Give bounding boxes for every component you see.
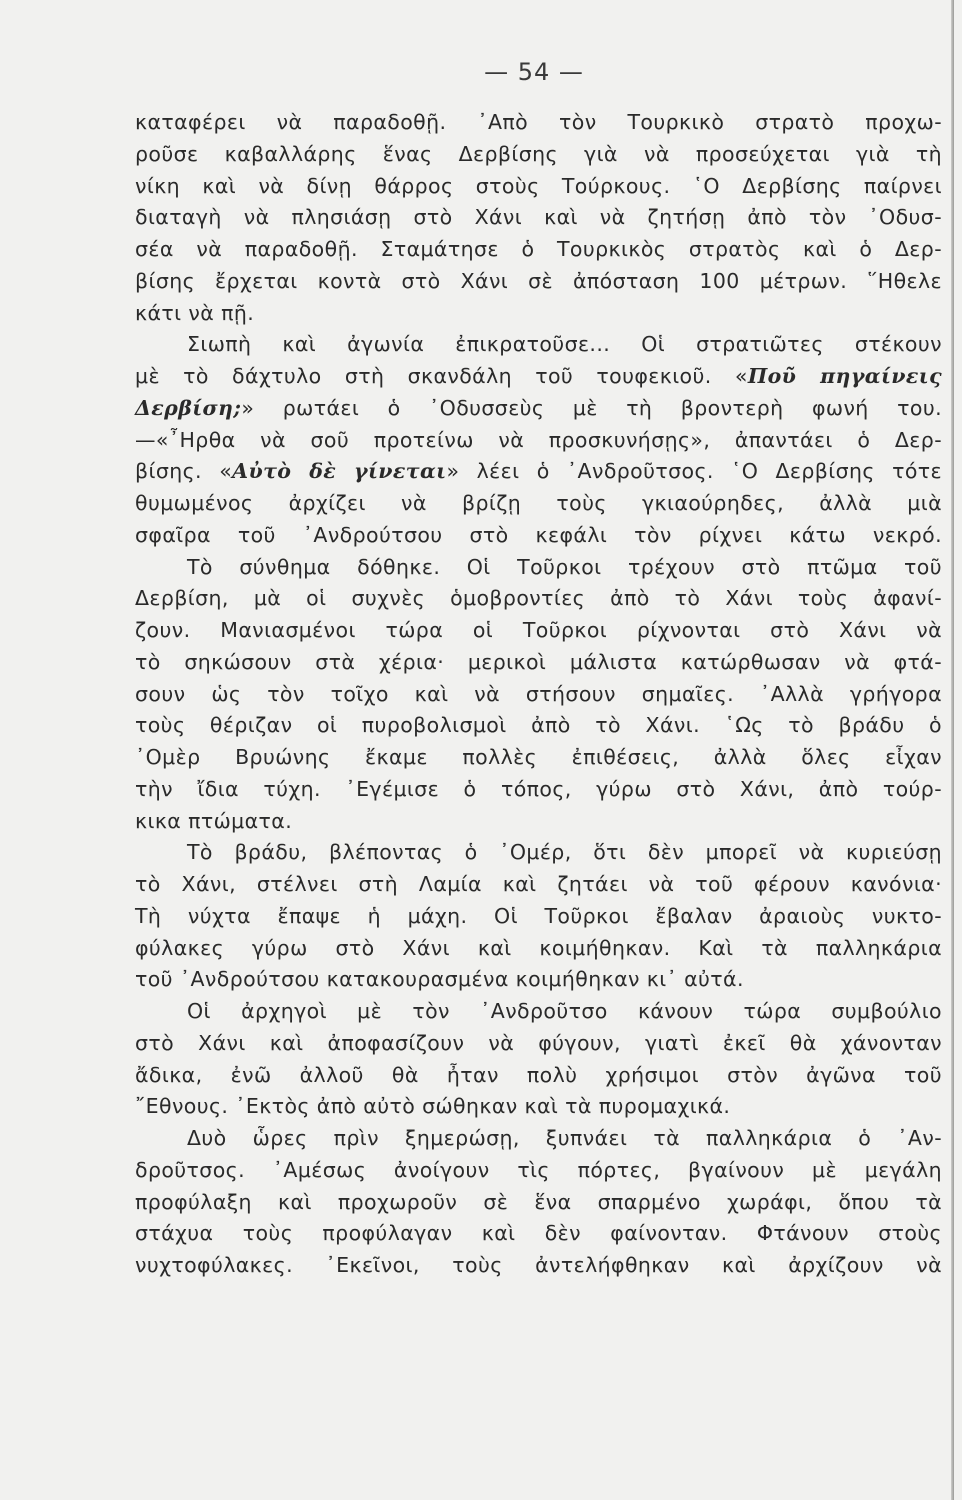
text-line xyxy=(135,202,942,234)
line-text: στάχυα τοὺς προφύλαγαν καὶ δὲν φαίνονταν. Φτάνουν στοὺς xyxy=(135,1221,942,1246)
text-line xyxy=(135,1123,942,1155)
line-text: τὸ Χάνι, στέλνει στὴ Λαμία καὶ ζητάει νὰ τοῦ φέρουν κανόνια· xyxy=(135,872,942,896)
line-text-after: » λέει ὁ ᾽Ανδροῦτσος. ῾Ο Δερβίσης τότε xyxy=(446,459,943,484)
line-text: κάτι νὰ πῇ. xyxy=(135,300,255,325)
line-text: νυχτοφύλακες. ᾽Εκεῖνοι, τοὺς ἀντελήφθηκαν καὶ ἀρχίζουν νὰ xyxy=(135,1253,942,1277)
line-text: Οἱ ἀρχηγοὶ μὲ τὸν ᾽Ανδροῦτσο κάνουν τώρα συμβούλιο xyxy=(187,999,942,1023)
text-line xyxy=(135,107,942,139)
text-line xyxy=(135,774,942,806)
text-line xyxy=(135,583,942,615)
line-text: βίσης. « xyxy=(135,459,233,484)
text-line xyxy=(135,266,942,298)
line-text: ροῦσε καβαλλάρης ἕνας Δερβίσης γιὰ νὰ προσεύχεται γιὰ τὴ xyxy=(135,141,942,166)
italic-quote: Ποῦ πηγαίνεις xyxy=(747,364,942,388)
line-text: Δυὸ ὧρες πρὶν ξημερώσῃ, ξυπνάει τὰ παλληκάρια ὁ ᾽Αν- xyxy=(187,1126,942,1150)
text-line xyxy=(135,456,942,488)
text-line xyxy=(135,1218,942,1250)
text-line xyxy=(135,425,942,457)
text-line xyxy=(135,329,942,361)
line-text: ἄδικα, ἐνῶ ἀλλοῦ θὰ ἦταν πολὺ χρήσιμοι στὸν ἀγῶνα τοῦ xyxy=(135,1062,942,1087)
line-text: φύλακες γύρω στὸ Χάνι καὶ κοιμήθηκαν. Καὶ τὰ παλληκάρια xyxy=(135,935,942,960)
page-edge xyxy=(951,0,954,1500)
text-line xyxy=(135,901,942,933)
text-line xyxy=(135,933,942,965)
text-line xyxy=(135,361,942,393)
line-text: σφαῖρα τοῦ ᾽Ανδρούτσου στὸ κεφάλι τὸν ρίχνει κάτω νεκρό. xyxy=(135,522,942,547)
text-line xyxy=(135,1060,942,1092)
line-text: ᾽Ομὲρ Βρυώνης ἔκαμε πολλὲς ἐπιθέσεις, ἀλλὰ ὅλες εἶχαν xyxy=(135,745,942,769)
line-text: τὸ σηκώσουν στὰ χέρια· μερικοὶ μάλιστα κατώρθωσαν νὰ φτά- xyxy=(135,649,942,674)
text-line xyxy=(135,869,942,901)
text-line xyxy=(135,234,942,266)
text-line xyxy=(135,647,942,679)
text-line xyxy=(135,1187,942,1219)
body-text xyxy=(135,107,942,1282)
italic-quote: Αὐτὸ δὲ γίνεται xyxy=(232,459,447,484)
line-text: Τὸ βράδυ, βλέποντας ὁ ᾽Ομέρ, ὅτι δὲν μπορεῖ νὰ κυριεύσῃ xyxy=(187,840,942,865)
line-text: διαταγὴ νὰ πλησιάσῃ στὸ Χάνι καὶ νὰ ζητήσῃ ἀπὸ τὸν ᾽Οδυσ- xyxy=(135,205,942,230)
line-text: προφύλαξη καὶ προχωροῦν σὲ ἕνα σπαρμένο χωράφι, ὅπου τὰ xyxy=(135,1189,942,1214)
line-text: μὲ τὸ δάχτυλο στὴ σκανδάλη τοῦ τουφεκιοῦ. « xyxy=(135,364,748,388)
text-line xyxy=(135,552,942,584)
text-line xyxy=(135,710,942,742)
text-line xyxy=(135,1091,942,1123)
line-text-after: » ρωτάει ὁ ᾽Οδυσσεὺς μὲ τὴ βροντερὴ φωνή του. xyxy=(241,395,942,420)
text-line xyxy=(135,679,942,711)
text-line xyxy=(135,742,942,774)
text-line xyxy=(135,1155,942,1187)
text-line xyxy=(135,806,942,838)
line-text: Τὴ νύχτα ἔπαψε ἡ μάχη. Οἱ Τοῦρκοι ἔβαλαν ἀραιοὺς νυκτο- xyxy=(135,903,942,928)
line-text: βίσης ἔρχεται κοντὰ στὸ Χάνι σὲ ἀπόσταση 100 μέτρων. ῞Ηθελε xyxy=(135,268,942,293)
line-text: τοὺς θέριζαν οἱ πυροβολισμοὶ ἀπὸ τὸ Χάνι. ῾Ως τὸ βράδυ ὁ xyxy=(135,713,942,738)
line-text: σέα νὰ παραδοθῇ. Σταμάτησε ὁ Τουρκικὸς στρατὸς καὶ ὁ Δερ- xyxy=(135,237,942,261)
text-line xyxy=(135,996,942,1028)
line-text: τὴν ἴδια τύχη. ᾽Εγέμισε ὁ τόπος, γύρω στὸ Χάνι, ἀπὸ τούρ- xyxy=(135,776,942,801)
line-text: —«῏Ηρθα νὰ σοῦ προτείνω νὰ προσκυνήσῃς», ἀπαντάει ὁ Δερ- xyxy=(135,427,942,452)
line-text: τοῦ ᾽Ανδρούτσου κατακουρασμένα κοιμήθηκαν κι᾽ αὐτά. xyxy=(135,967,744,992)
line-text: καταφέρει νὰ παραδοθῇ. ᾽Απὸ τὸν Τουρκικὸ στρατὸ προχω- xyxy=(135,110,942,134)
line-text: σουν ὡς τὸν τοῖχο καὶ νὰ στήσουν σημαῖες. ᾽Αλλὰ γρήγορα xyxy=(135,681,942,706)
page-number: — 54 — xyxy=(484,58,584,86)
text-line xyxy=(135,615,942,647)
italic-quote: Δερβίση; xyxy=(135,395,242,420)
line-text: Δερβίση, μὰ οἱ συχνὲς ὁμοβροντίες ἀπὸ τὸ Χάνι τοὺς ἀφανί- xyxy=(135,586,942,611)
text-line xyxy=(135,393,942,425)
text-line xyxy=(135,520,942,552)
line-text: κικα πτώματα. xyxy=(135,808,293,833)
text-line xyxy=(135,1250,942,1282)
text-line xyxy=(135,171,942,203)
text-line xyxy=(135,1028,942,1060)
line-text: ζουν. Μανιασμένοι τώρα οἱ Τοῦρκοι ρίχνονται στὸ Χάνι νὰ xyxy=(135,618,942,642)
line-text: θυμωμένος ἀρχίζει νὰ βρίζῃ τοὺς γκιαούρηδες, ἀλλὰ μιὰ xyxy=(135,491,942,515)
text-line xyxy=(135,298,942,330)
text-line xyxy=(135,139,942,171)
line-text: στὸ Χάνι καὶ ἀποφασίζουν νὰ φύγουν, γιατὶ ἐκεῖ θὰ χάνονταν xyxy=(135,1030,942,1055)
text-line xyxy=(135,964,942,996)
text-line xyxy=(135,488,942,520)
line-text: Σιωπὴ καὶ ἀγωνία ἐπικρατοῦσε... Οἱ στρατιῶτες στέκουν xyxy=(187,332,942,357)
text-line xyxy=(135,837,942,869)
line-text: Τὸ σύνθημα δόθηκε. Οἱ Τοῦρκοι τρέχουν στὸ πτῶμα τοῦ xyxy=(187,554,942,579)
line-text: νίκη καὶ νὰ δίνῃ θάρρος στοὺς Τούρκους. ῾Ο Δερβίσης παίρνει xyxy=(135,173,942,198)
line-text: δροῦτσος. ᾽Αμέσως ἀνοίγουν τὶς πόρτες, βγαίνουν μὲ μεγάλη xyxy=(135,1157,942,1182)
line-text: ῎Εθνους. ᾽Εκτὸς ἀπὸ αὐτὸ σώθηκαν καὶ τὰ πυρομαχικά. xyxy=(135,1094,731,1119)
